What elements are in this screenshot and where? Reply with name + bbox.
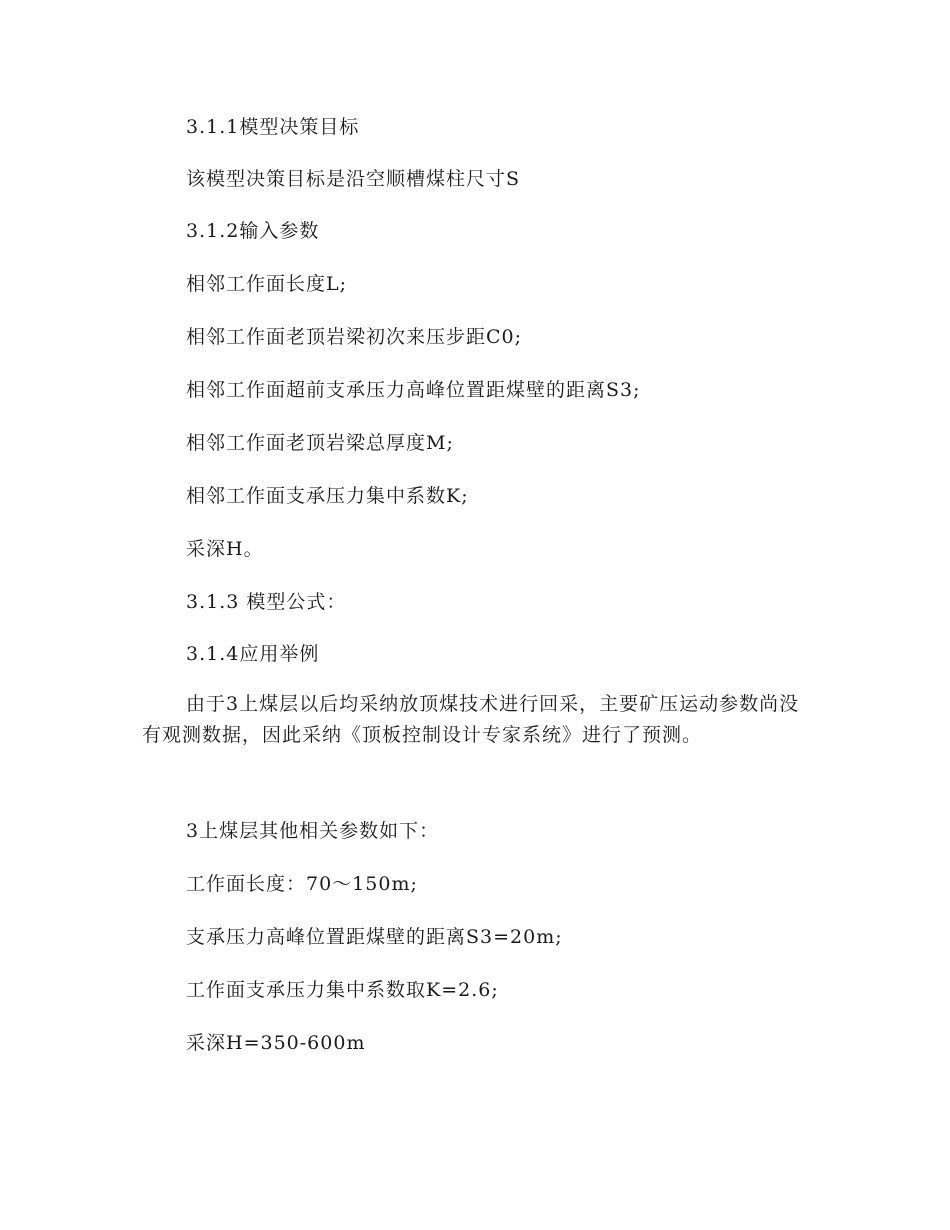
param-item: 相邻工作面老顶岩梁初次来压步距C0; — [186, 326, 523, 348]
example-paragraph — [142, 689, 802, 751]
other-param-item: 采深H=350-600m — [186, 1032, 366, 1054]
param-item: 相邻工作面支承压力集中系数K; — [186, 485, 469, 507]
goal-text: 该模型决策目标是沿空顺槽煤柱尺寸S — [186, 168, 521, 190]
other-param-item: 工作面支承压力集中系数取K=2.6; — [186, 979, 499, 1001]
other-params-intro: 3上煤层其他相关参数如下： — [186, 820, 440, 842]
param-item: 相邻工作面老顶岩梁总厚度M; — [186, 432, 454, 454]
heading-3-1-1: 3.1.1模型决策目标 — [186, 116, 360, 138]
heading-3-1-2: 3.1.2输入参数 — [186, 220, 320, 242]
param-item: 相邻工作面长度L; — [186, 273, 348, 295]
example-paragraph-text: 由于3上煤层以后均采纳放顶煤技术进行回采，主要矿压运动参数尚没有观测数据，因此采纳《顶板控制设计专家系统》进行了预测。 — [142, 693, 800, 746]
param-item: 采深H。 — [186, 538, 264, 560]
heading-3-1-3: 3.1.3 模型公式： — [186, 591, 347, 613]
other-param-item: 支承压力高峰位置距煤壁的距离S3=20m; — [186, 926, 563, 948]
heading-3-1-4: 3.1.4应用举例 — [186, 643, 320, 665]
other-param-item: 工作面长度：70～150m; — [186, 873, 418, 895]
param-item: 相邻工作面超前支承压力高峰位置距煤壁的距离S3; — [186, 379, 641, 401]
